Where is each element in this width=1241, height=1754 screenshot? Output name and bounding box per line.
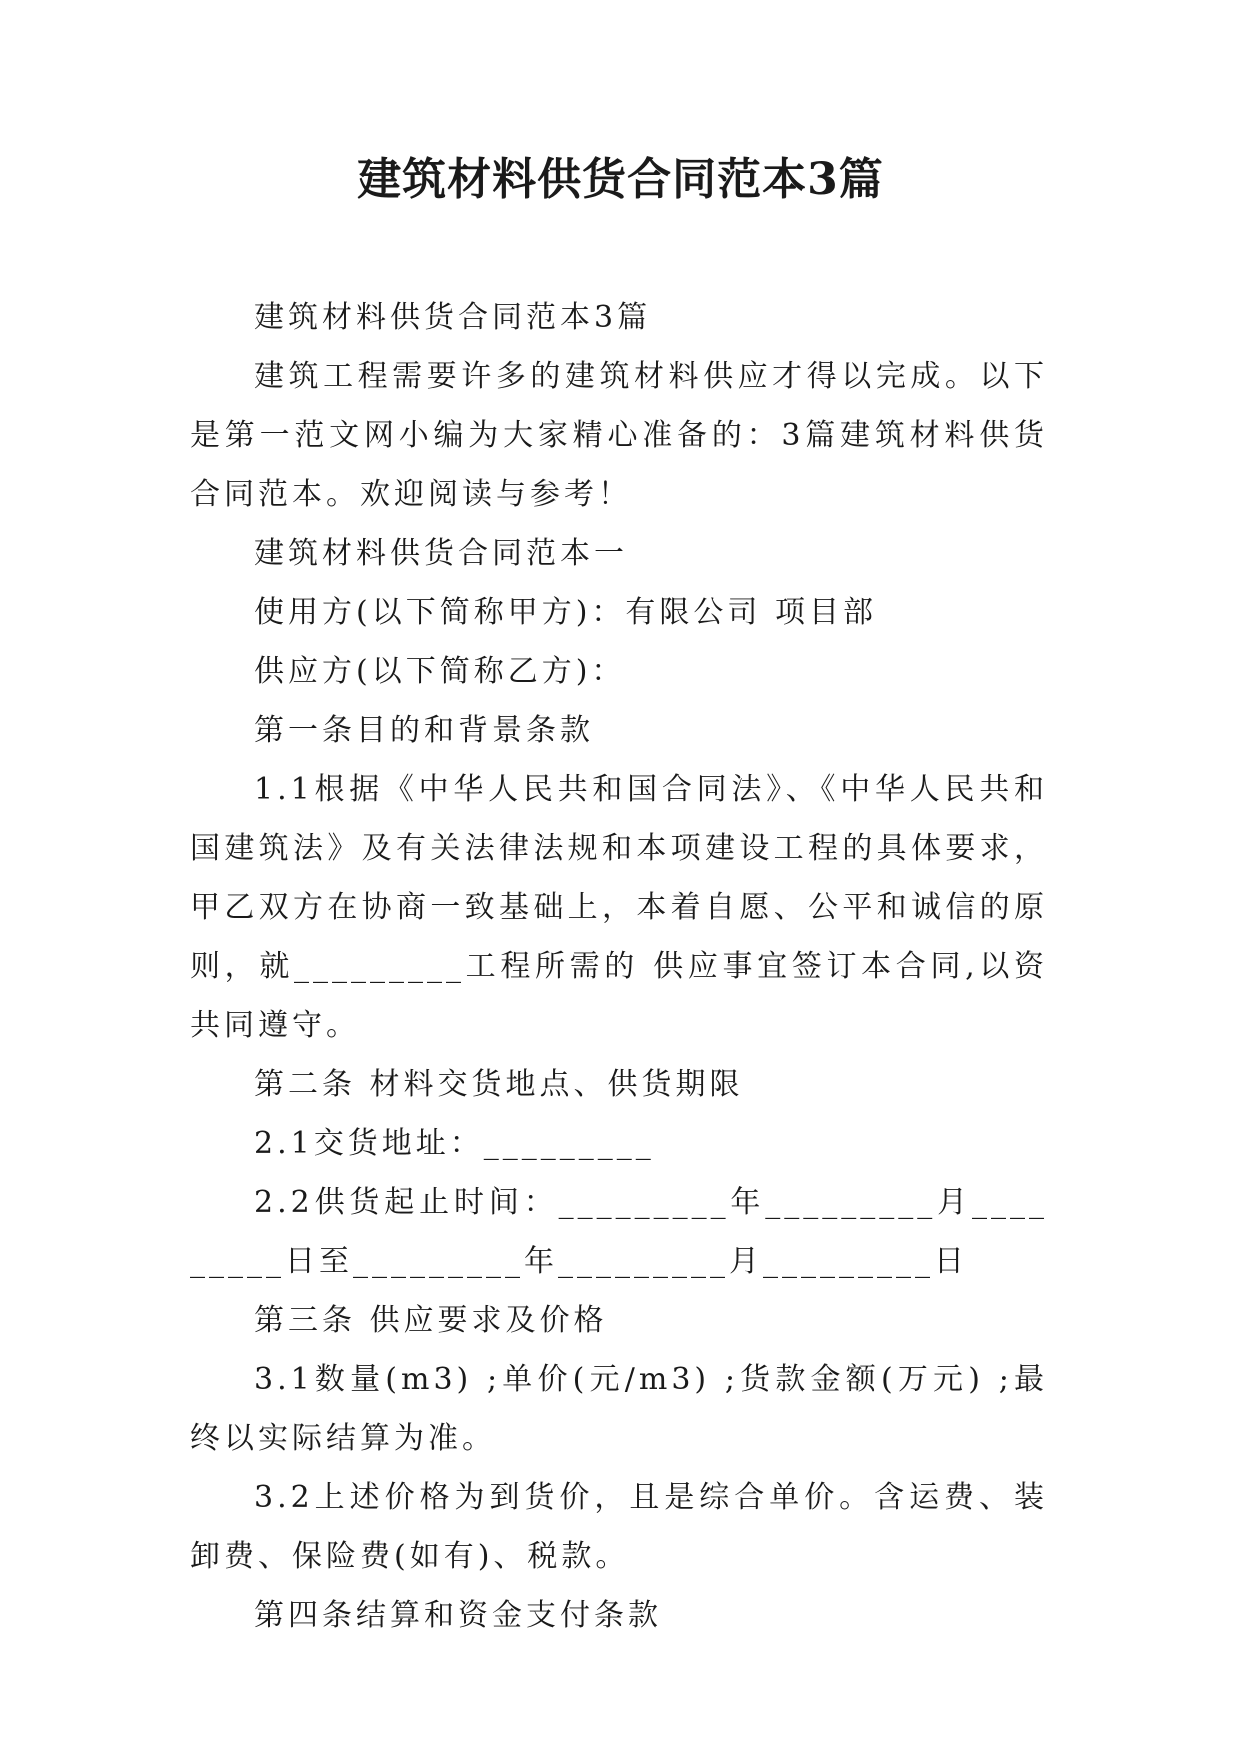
paragraph-clause-3-2: 3.2上述价格为到货价，且是综合单价。含运费、装卸费、保险费(如有)、税款。 [190, 1480, 1048, 1574]
paragraph-sample-one-title: 建筑材料供货合同范本一 [254, 536, 628, 571]
paragraph-clause-3-1: 3.1数量(m3) ;单价(元/m3) ;货款金额(万元) ;最终以实际结算为准。 [190, 1362, 1048, 1456]
paragraph-heading-repeat: 建筑材料供货合同范本3篇 [254, 300, 652, 335]
paragraph-clause-1-1: 1.1根据《中华人民共和国合同法》、《中华人民共和国建筑法》及有关法律法规和本项建设工程的具体要求，甲乙双方在协商一致基础上，本着自愿、公平和诚信的原则，就_________工程所需的 供应事宜签订本合同,以资共同遵守。 [190, 772, 1048, 1043]
paragraph-article-4: 第四条结算和资金支付条款 [254, 1598, 662, 1633]
document-body [190, 288, 1048, 1645]
paragraph-article-3: 第三条 供应要求及价格 [254, 1303, 608, 1338]
paragraph-article-1: 第一条目的和背景条款 [254, 713, 594, 748]
paragraph-intro: 建筑工程需要许多的建筑材料供应才得以完成。以下是第一范文网小编为大家精心准备的：3篇建筑材料供货合同范本。欢迎阅读与参考！ [190, 359, 1048, 512]
paragraph-clause-2-1: 2.1交货地址：_________ [254, 1126, 655, 1161]
paragraph-clause-2-2: 2.2供货起止时间：_________年_________月_________日至_________年_________月_________日 [190, 1185, 1048, 1279]
paragraph-party-a: 使用方(以下简称甲方)：有限公司 项目部 [254, 595, 877, 630]
paragraph-party-b: 供应方(以下简称乙方)： [254, 654, 626, 689]
paragraph-article-2: 第二条 材料交货地点、供货期限 [254, 1067, 744, 1102]
document-title: 建筑材料供货合同范本3篇 [357, 154, 884, 205]
